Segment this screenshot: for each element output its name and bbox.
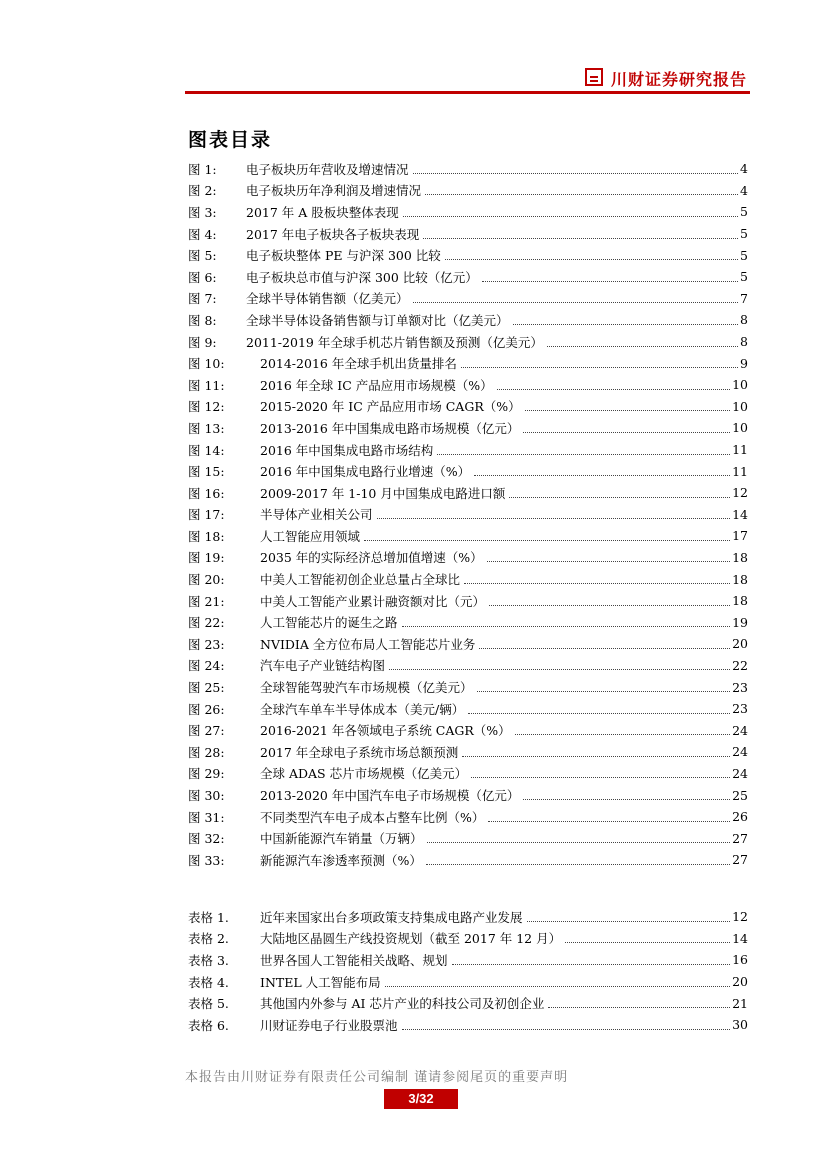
- dot-leader: [413, 173, 739, 174]
- table-label: 表格 5.: [188, 996, 229, 1012]
- dot-leader: [427, 842, 731, 843]
- figure-label: 图 11:: [188, 377, 225, 393]
- table-label: 表格 4.: [188, 974, 229, 990]
- table-title: 大陆地区晶圆生产线投资规划（截至 2017 年 12 月）: [260, 931, 562, 947]
- figure-label: 图 10:: [188, 356, 225, 372]
- dot-leader: [445, 259, 738, 260]
- figure-label: 图 1:: [188, 161, 217, 177]
- dot-leader: [402, 626, 731, 627]
- figure-label: 图 16:: [188, 485, 225, 501]
- figure-title: NVIDIA 全方位布局人工智能芯片业务: [260, 636, 476, 652]
- figure-title: 半导体产业相关公司: [260, 507, 373, 523]
- dot-leader: [474, 475, 730, 476]
- dot-leader: [468, 713, 730, 714]
- dot-leader: [425, 194, 738, 195]
- figure-label: 图 21:: [188, 593, 225, 609]
- figure-page: 14: [732, 506, 748, 522]
- dot-leader: [497, 389, 730, 390]
- figure-title: 中美人工智能产业累计融资额对比（元）: [260, 593, 486, 609]
- dot-leader: [389, 669, 730, 670]
- figure-title: 2017 年全球电子系统市场总额预测: [260, 744, 459, 760]
- figure-page: 20: [732, 636, 748, 652]
- table-list: [188, 906, 748, 1036]
- figure-entry[interactable]: [188, 244, 748, 266]
- figure-page: 5: [740, 269, 748, 285]
- dot-leader: [509, 497, 730, 498]
- dot-leader: [413, 302, 739, 303]
- figure-label: 图 7:: [188, 291, 217, 307]
- figure-page: 23: [732, 679, 748, 695]
- figure-entry[interactable]: [188, 806, 748, 828]
- table-entry[interactable]: [188, 928, 748, 950]
- dot-leader: [565, 942, 730, 943]
- figure-entry[interactable]: [188, 763, 748, 785]
- figure-label: 图 14:: [188, 442, 225, 458]
- report-header: [185, 64, 750, 94]
- dot-leader: [462, 756, 730, 757]
- figure-page: 24: [732, 744, 748, 760]
- table-page: 21: [732, 995, 748, 1011]
- page-number: 3/32: [384, 1089, 458, 1109]
- figure-entry[interactable]: [188, 309, 748, 331]
- chuancai-logo-icon: [585, 68, 603, 86]
- figure-entry[interactable]: [188, 223, 748, 245]
- figure-entry[interactable]: [188, 504, 748, 526]
- figure-entry[interactable]: [188, 460, 748, 482]
- dot-leader: [461, 367, 738, 368]
- figure-entry[interactable]: [188, 676, 748, 698]
- figure-title: 全球半导体设备销售额与订单额对比（亿美元）: [246, 312, 509, 328]
- figure-title: 电子板块总市值与沪深 300 比较（亿元）: [246, 269, 478, 285]
- figure-title: 2013-2016 年中国集成电路市场规模（亿元）: [260, 420, 520, 436]
- figure-entry[interactable]: [188, 525, 748, 547]
- figure-entry[interactable]: [188, 352, 748, 374]
- table-entry[interactable]: [188, 1014, 748, 1036]
- table-entry[interactable]: [188, 949, 748, 971]
- figure-entry[interactable]: [188, 633, 748, 655]
- dot-leader: [471, 777, 730, 778]
- dot-leader: [482, 281, 738, 282]
- figure-title: 2035 年的实际经济总增加值增速（%）: [260, 550, 483, 566]
- figure-label: 图 18:: [188, 528, 225, 544]
- figure-label: 图 32:: [188, 831, 225, 847]
- figure-entry[interactable]: [188, 547, 748, 569]
- dot-leader: [364, 540, 730, 541]
- figure-page: 27: [732, 852, 748, 868]
- figure-label: 图 9:: [188, 334, 217, 350]
- figure-page: 5: [740, 247, 748, 263]
- figure-label: 图 3:: [188, 204, 217, 220]
- figure-entry[interactable]: [188, 482, 748, 504]
- table-label: 表格 1.: [188, 909, 229, 925]
- dot-leader: [527, 921, 731, 922]
- table-page: 12: [732, 909, 748, 925]
- figure-entry[interactable]: [188, 741, 748, 763]
- figure-entry[interactable]: [188, 655, 748, 677]
- figure-page: 8: [740, 334, 748, 350]
- figure-page: 27: [732, 830, 748, 846]
- dot-leader: [479, 648, 730, 649]
- figure-label: 图 13:: [188, 420, 225, 436]
- figure-page: 18: [732, 571, 748, 587]
- figure-title: 2016 年全球 IC 产品应用市场规模（%）: [260, 377, 493, 393]
- figure-entry[interactable]: [188, 439, 748, 461]
- table-label: 表格 6.: [188, 1017, 229, 1033]
- dot-leader: [523, 799, 730, 800]
- table-title: 川财证券电子行业股票池: [260, 1017, 398, 1033]
- figure-label: 图 6:: [188, 269, 217, 285]
- dot-leader: [452, 964, 731, 965]
- figure-label: 图 4:: [188, 226, 217, 242]
- figure-title: 2017 年 A 股板块整体表现: [246, 204, 399, 220]
- figure-title: 人工智能芯片的诞生之路: [260, 615, 398, 631]
- dot-leader: [487, 561, 730, 562]
- figure-page: 18: [732, 549, 748, 565]
- figure-title: 2016 年中国集成电路市场结构: [260, 442, 434, 458]
- figure-page: 10: [732, 377, 748, 393]
- figure-title: 全球半导体销售额（亿美元）: [246, 291, 409, 307]
- table-page: 20: [732, 974, 748, 990]
- dot-leader: [464, 583, 730, 584]
- figure-label: 图 26:: [188, 701, 225, 717]
- figure-entry[interactable]: [188, 180, 748, 202]
- figure-entry[interactable]: [188, 158, 748, 180]
- toc-title: 图表目录: [188, 129, 273, 151]
- figure-page: 10: [732, 420, 748, 436]
- dot-leader: [489, 605, 730, 606]
- brand-name: 川财证券研究报告: [611, 70, 748, 89]
- figure-title: 2013-2020 年中国汽车电子市场规模（亿元）: [260, 788, 520, 804]
- figure-title: 电子板块历年净利润及增速情况: [246, 183, 422, 199]
- figure-title: 中美人工智能初创企业总量占全球比: [260, 572, 461, 588]
- figure-entry[interactable]: [188, 331, 748, 353]
- figure-page: 25: [732, 787, 748, 803]
- dot-leader: [403, 216, 738, 217]
- figure-label: 图 2:: [188, 183, 217, 199]
- figure-label: 图 29:: [188, 766, 225, 782]
- figure-page: 4: [740, 161, 748, 177]
- figure-page: 8: [740, 312, 748, 328]
- figure-page: 26: [732, 809, 748, 825]
- figure-title: 电子板块整体 PE 与沪深 300 比较: [246, 248, 441, 264]
- figure-entry[interactable]: [188, 288, 748, 310]
- dot-leader: [488, 821, 730, 822]
- table-title: 世界各国人工智能相关战略、规划: [260, 952, 448, 968]
- figure-entry[interactable]: [188, 611, 748, 633]
- table-label: 表格 2.: [188, 931, 229, 947]
- table-entry[interactable]: [188, 906, 748, 928]
- figure-page: 12: [732, 485, 748, 501]
- figure-entry[interactable]: [188, 266, 748, 288]
- figure-title: 全球智能驾驶汽车市场规模（亿美元）: [260, 680, 473, 696]
- figure-page: 24: [732, 722, 748, 738]
- figure-title: 2014-2016 年全球手机出货量排名: [260, 356, 457, 372]
- figure-list: [188, 158, 748, 871]
- dot-leader: [423, 238, 738, 239]
- dot-leader: [523, 432, 730, 433]
- figure-title: 2015-2020 年 IC 产品应用市场 CAGR（%）: [260, 399, 521, 415]
- figure-page: 11: [732, 442, 748, 458]
- dot-leader: [515, 734, 730, 735]
- figure-entry[interactable]: [188, 201, 748, 223]
- table-label: 表格 3.: [188, 952, 229, 968]
- figure-entry[interactable]: [188, 590, 748, 612]
- figure-page: 19: [732, 614, 748, 630]
- dot-leader: [525, 410, 730, 411]
- table-title: INTEL 人工智能布局: [260, 974, 381, 990]
- header-divider: [185, 91, 750, 94]
- figure-label: 图 8:: [188, 312, 217, 328]
- figure-page: 5: [740, 204, 748, 220]
- figure-title: 全球汽车单车半导体成本（美元/辆）: [260, 701, 465, 717]
- table-title: 其他国内外参与 AI 芯片产业的科技公司及初创企业: [260, 996, 545, 1012]
- figure-title: 汽车电子产业链结构图: [260, 658, 386, 674]
- figure-entry[interactable]: [188, 849, 748, 871]
- figure-entry[interactable]: [188, 827, 748, 849]
- figure-title: 全球 ADAS 芯片市场规模（亿美元）: [260, 766, 468, 782]
- figure-label: 图 33:: [188, 852, 225, 868]
- table-page: 14: [732, 930, 748, 946]
- figure-page: 18: [732, 593, 748, 609]
- figure-title: 新能源汽车渗透率预测（%）: [260, 852, 422, 868]
- figure-entry[interactable]: [188, 784, 748, 806]
- figure-page: 7: [740, 290, 748, 306]
- figure-entry[interactable]: [188, 719, 748, 741]
- table-page: 30: [732, 1017, 748, 1033]
- figure-page: 9: [740, 355, 748, 371]
- figure-page: 5: [740, 226, 748, 242]
- table-entry[interactable]: [188, 992, 748, 1014]
- figure-entry[interactable]: [188, 698, 748, 720]
- table-entry[interactable]: [188, 971, 748, 993]
- figure-page: 4: [740, 182, 748, 198]
- figure-label: 图 30:: [188, 788, 225, 804]
- dot-leader: [437, 454, 730, 455]
- dot-leader: [513, 324, 739, 325]
- footer-disclaimer: 本报告由川财证券有限责任公司编制 谨请参阅尾页的重要声明: [185, 1070, 569, 1085]
- dot-leader: [402, 1029, 731, 1030]
- figure-title: 不同类型汽车电子成本占整车比例（%）: [260, 809, 485, 825]
- figure-label: 图 31:: [188, 809, 225, 825]
- figure-page: 10: [732, 398, 748, 414]
- figure-page: 11: [732, 463, 748, 479]
- figure-page: 17: [732, 528, 748, 544]
- figure-label: 图 12:: [188, 399, 225, 415]
- figure-entry[interactable]: [188, 374, 748, 396]
- figure-label: 图 23:: [188, 636, 225, 652]
- figure-entry[interactable]: [188, 568, 748, 590]
- figure-title: 2017 年电子板块各子板块表现: [246, 226, 420, 242]
- figure-label: 图 24:: [188, 658, 225, 674]
- dot-leader: [548, 1007, 730, 1008]
- figure-entry[interactable]: [188, 396, 748, 418]
- table-page: 16: [732, 952, 748, 968]
- table-title: 近年来国家出台多项政策支持集成电路产业发展: [260, 909, 523, 925]
- dot-leader: [426, 864, 730, 865]
- dot-leader: [477, 691, 731, 692]
- figure-title: 中国新能源汽车销量（万辆）: [260, 831, 423, 847]
- figure-label: 图 19:: [188, 550, 225, 566]
- figure-title: 2009-2017 年 1-10 月中国集成电路进口额: [260, 485, 506, 501]
- figure-page: 23: [732, 701, 748, 717]
- dot-leader: [385, 986, 730, 987]
- figure-label: 图 17:: [188, 507, 225, 523]
- figure-label: 图 22:: [188, 615, 225, 631]
- figure-title: 2011-2019 年全球手机芯片销售额及预测（亿美元）: [246, 334, 543, 350]
- figure-title: 2016 年中国集成电路行业增速（%）: [260, 464, 471, 480]
- figure-label: 图 5:: [188, 248, 217, 264]
- figure-label: 图 25:: [188, 680, 225, 696]
- figure-label: 图 27:: [188, 723, 225, 739]
- dot-leader: [377, 518, 731, 519]
- figure-entry[interactable]: [188, 417, 748, 439]
- figure-title: 电子板块历年营收及增速情况: [246, 161, 409, 177]
- dot-leader: [547, 346, 738, 347]
- figure-label: 图 20:: [188, 572, 225, 588]
- figure-title: 2016-2021 年各领域电子系统 CAGR（%）: [260, 723, 511, 739]
- figure-label: 图 15:: [188, 464, 225, 480]
- figure-page: 24: [732, 765, 748, 781]
- figure-label: 图 28:: [188, 744, 225, 760]
- figure-title: 人工智能应用领域: [260, 528, 361, 544]
- figure-page: 22: [732, 657, 748, 673]
